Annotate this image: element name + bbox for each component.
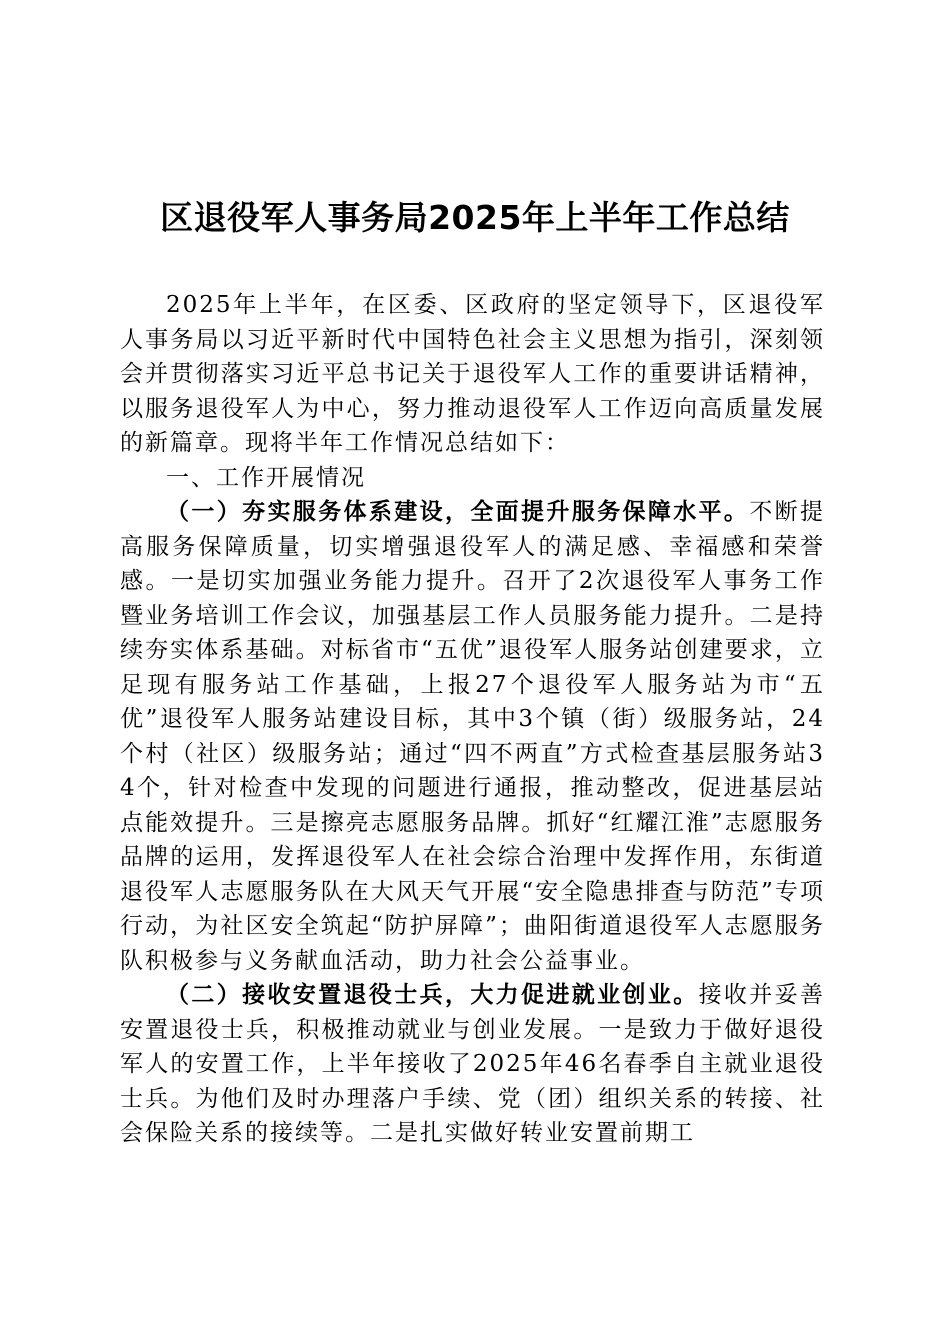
subsection-1-lead: （一）夯实服务体系建设，全面提升服务保障水平。 xyxy=(166,498,750,525)
section-heading: 一、工作开展情况 xyxy=(166,464,366,491)
subsection-2-paragraph xyxy=(120,978,825,1151)
subsection-2-lead: （二）接收安置退役士兵，大力促进就业创业。 xyxy=(166,981,699,1008)
intro-paragraph: 2025年上半年，在区委、区政府的坚定领导下，区退役军人事务局以习近平新时代中国特色社会主义思想为指引，深刻领会并贯彻落实习近平总书记关于退役军人工作的重要讲话精神，以服务退役军人为中心，努力推动退役军人工作迈向高质量发展的新篇章。现将半年工作情况总结如下： xyxy=(120,292,825,456)
subsection-1-text: 不断提高服务保障质量，切实增强退役军人的满足感、幸福感和荣誉感。一是切实加强业务能力提升。召开了2次退役军人事务工作暨业务培训工作会议，加强基层工作人员服务能力提升。二是持续夯实体系基础。对标省市“五优”退役军人服务站创建要求，立足现有服务站工作基础，上报27个退役军人服务站为市“五优”退役军人服务站建设目标，其中3个镇（街）级服务站，24个村（社区）级服务站；通过“四不两直”方式检查基层服务站34个，针对检查中发现的问题进行通报，推动整改，促进基层站点能效提升。三是擦亮志愿服务品牌。抓好“红耀江淮”志愿服务品牌的运用，发挥退役军人在社会综合治理中发挥作用，东街道退役军人志愿服务队在大风天气开展“安全隐患排查与防范”专项行动，为社区安全筑起“防护屏障”；曲阳街道退役军人志愿服务队积极参与义务献血活动，助力社会公益事业。 xyxy=(120,499,826,974)
subsection-1-paragraph xyxy=(120,495,825,978)
subsection-2-text: 接收并妥善安置退役士兵，积极推动就业与创业发展。一是致力于做好退役军人的安置工作，上半年接收了2025年46名春季自主就业退役士兵。为他们及时办理落户手续、党（团）组织关系的转接、社会保险关系的接续等。二是扎实做好转业安置前期工 xyxy=(120,982,826,1146)
document-body xyxy=(120,288,825,1151)
document-title: 区退役军人事务局2025年上半年工作总结 xyxy=(160,198,790,237)
